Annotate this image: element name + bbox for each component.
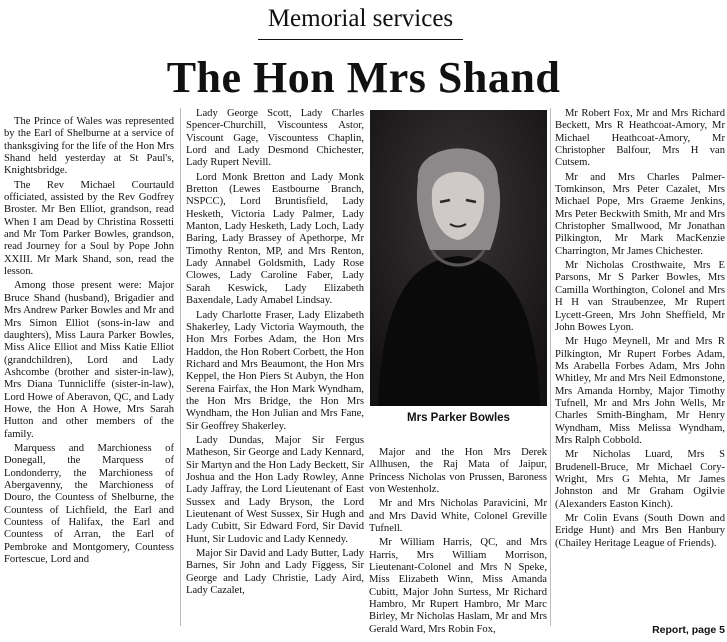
paragraph: The Prince of Wales was represented by the Earl of Shelburne at a service of thanksgiving for the life of the Hon Mrs Shand held yesterday at St Paul's, Knightsbridge. xyxy=(4,116,174,177)
section-heading xyxy=(258,2,463,42)
column-2 xyxy=(186,108,364,597)
article-headline: The Hon Mrs Shand xyxy=(166,53,561,102)
column-3 xyxy=(369,447,547,636)
paragraph: Lady Dundas, Major Sir Fergus Matheson, Sir George and Lady Kennard, Sir Martyn and the Hon Lady Beckett, Sir Joshua and the Hon Lady Rowley, Anne Lady Jaffray, the Lord Lieutenant of East Sussex and Lady Bryson, the Lord Lieutenant of West Sussex, Sir Hugh and Lady Cubitt, Sir Edward Ford, Sir David Hunt, Sir Ludovic and Lady Kennedy. xyxy=(186,434,364,545)
paragraph: Mr Robert Fox, Mr and Mrs Richard Beckett, Mrs R Heathcoat-Amory, Mr Michael Heathcoat-Amory, Mr Christopher Balfour, Mrs H van Cutsem. xyxy=(555,108,725,169)
paragraph: Marquess and Marchioness of Donegall, the Marquess of Londonderry, the Marchioness of Abergavenny, the Marchioness of Douro, the Countess of Shelburne, the Countess of Lichfield, the Earl and Countess of Halifax, the Earl and Countess of Arran, the Earl of Pembroke and Montgomery, Countess Fortescue, Lord and xyxy=(4,442,174,566)
paragraph: Among those present were: Major Bruce Shand (husband), Brigadier and Mrs Andrew Parker Bowles and Mr and Mrs Simon Elliot (sons-in-law and daughters), Miss Laura Parker Bowles, Miss Alice Elliot and Miss Katie Elliot (grandchildren), Lord and Lady Ashcombe (brother and sister-in-law), Mrs Diana Tunnicliffe (sister-in-law), Lord Howe of Aberavon, QC, and Lady Howe, the Hon A Howe, Mrs Sarah Hutton and other members of the family. xyxy=(4,280,174,440)
paragraph: Mr William Harris, QC, and Mrs Harris, Mrs William Morrison, Lieutenant-Colonel and Mrs N Speke, Miss Elizabeth Winn, Miss Amanda Cubitt, Major John Surtess, Mr Richard Hambro, Mr Rupert Hambro, Mr Marc Birley, Mr Nicholas Haslam, Mr and Mrs Gerald Ward, Mrs Robin Fox, xyxy=(369,537,547,635)
paragraph: Major and the Hon Mrs Derek Allhusen, the Raj Mata of Jaipur, Princess Nicholas von Prussen, Baroness von Westenholz. xyxy=(369,447,547,496)
portrait-photo xyxy=(370,110,547,406)
section-label: Memorial services xyxy=(267,5,454,32)
paragraph: The Rev Michael Courtauld officiated, assisted by the Rev Godfrey Broster. Mr Ben Elliot, grandson, read When I am Dead by Christina Rossetti and Mr Tom Parker Bowles, grandson, read Journey for a Soul by Pope John XXIII. Mr Mark Shand, son, read the lesson. xyxy=(4,179,174,278)
paragraph: Lord Monk Bretton and Lady Monk Bretton (Lewes Eastbourne Branch, NSPCC), Lord Bruntisfield, Lady Hesketh, Victoria Lady Palmer, Lady Manton, Lady Hesketh, Lady Loch, Lady Baring, Lady Brassey of Apethorpe, Mr Timothy Renton, MP, and Mrs Renton, Lady Annabel Goldsmith, Lady Rose Clowes, Lady Caroline Faber, Lady Sarah Keswick, Lady Elizabeth Baxendale, Lady Amabel Lindsay. xyxy=(186,171,364,307)
paragraph: Mr Nicholas Luard, Mrs S Brudenell-Bruce, Mr Michael Cory-Wright, Mrs G Mehta, Mr James Johnston and Mr Graham Ogilvie (Alexanders Easton Kinch). xyxy=(555,449,725,510)
column-rule xyxy=(180,108,181,626)
paragraph: Lady Charlotte Fraser, Lady Elizabeth Shakerley, Lady Victoria Waymouth, the Hon Mrs Forbes Adam, the Hon Mrs Haddon, the Hon Robert Corbett, the Hon Richard and Mrs Beaumont, the Hon Mrs Keppel, the Hon Piers St Aubyn, the Hon Serena Fairfax, the Hon Mark Wyndham, the Hon Mrs Bridge, the Hon Mrs Wyndham, the Hon Julian and Mrs Fane, Sir Geoffrey Shakerley. xyxy=(186,309,364,432)
paragraph: Mr Hugo Meynell, Mr and Mrs R Pilkington, Mr Rupert Forbes Adam, Ms Arabella Forbes Adam, Mrs John Whitley, Mr and Mrs Neil Edmonstone, Mrs Amanda Hornby, Major Timothy Tufnell, Mr and Mrs John Wells, Mr Charles Smith-Bingham, Mr Henry Wyndham, Miss Melissa Wyndham, Mrs Ralph Cobbold. xyxy=(555,336,725,446)
paragraph: Mr and Mrs Charles Palmer-Tomkinson, Mrs Peter Cazalet, Mrs Michael Pope, Mrs Graeme Jenkins, Mrs Peter Beckwith Smith, Mr and Mrs Christopher Smallwood, Mr Jonathan Pilkington, Mr Mark MacKenzie Charrington, Mr James Chichester. xyxy=(555,171,725,257)
column-rule xyxy=(550,108,551,626)
paragraph: Major Sir David and Lady Butter, Lady Barnes, Sir John and Lady Figgess, Sir George and Lady Christie, Lady Aird, Lady Cazalet, xyxy=(186,548,364,597)
column-1 xyxy=(4,116,174,566)
continued-reference: Report, page 5 xyxy=(652,624,725,636)
photo-caption: Mrs Parker Bowles xyxy=(407,412,510,424)
paragraph: Mr and Mrs Nicholas Paravicini, Mr and Mrs David White, Colonel Greville Tufnell. xyxy=(369,498,547,535)
portrait-illustration xyxy=(370,110,547,406)
paragraph: Mr Colin Evans (South Down and Eridge Hunt) and Mrs Ben Hanbury (Chailey Heritage League of Friends). xyxy=(555,513,725,549)
paragraph: Lady George Scott, Lady Charles Spencer-Churchill, Viscountess Astor, Viscount Gage, Viscountess Chaplin, Lord and Lady Desmond Chichester, Lady Rupert Nevill. xyxy=(186,108,364,169)
column-4 xyxy=(555,108,725,550)
paragraph: Mr Nicholas Crosthwaite, Mrs E Parsons, Mr S Parker Bowles, Mrs Camilla Worthington, Colonel and Mrs H H van Straubenzee, Mr Rupert Lycett-Green, Mrs John Sheffield, Mr John Bowes Lyon. xyxy=(555,260,725,333)
section-underline xyxy=(258,39,463,40)
